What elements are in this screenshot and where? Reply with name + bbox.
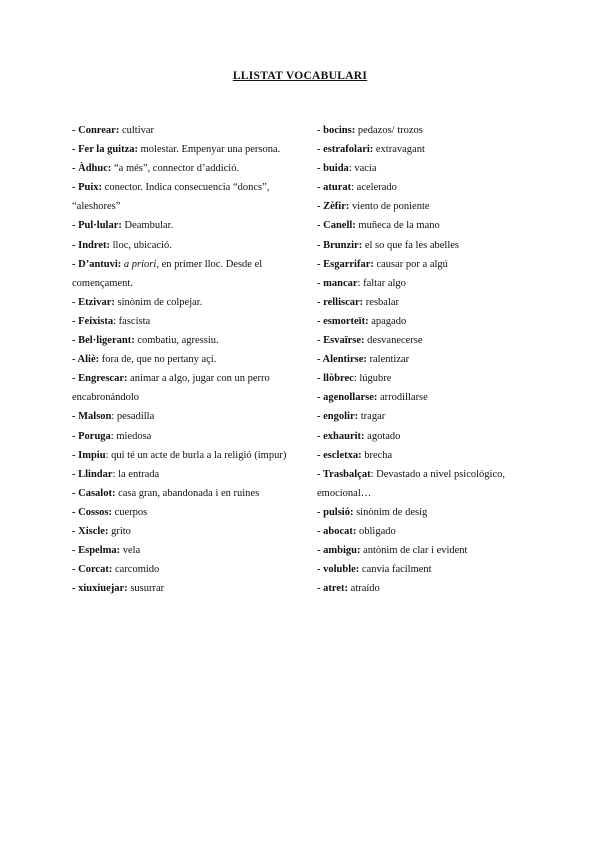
vocab-term: - Trasbalçat	[317, 468, 371, 480]
vocab-entry	[317, 159, 539, 178]
vocab-term: - escletxa:	[317, 449, 362, 461]
vocab-definition: molestar. Empenyar una persona.	[138, 144, 281, 156]
vocab-entry	[317, 331, 539, 350]
vocab-term: - pulsió:	[317, 506, 354, 518]
vocab-definition: Deambular.	[121, 220, 174, 232]
vocab-term: - agenollarse:	[317, 392, 378, 404]
vocab-term: - Cossos:	[72, 506, 112, 518]
vocab-term: - esmorteït:	[317, 315, 369, 327]
vocab-entry	[72, 140, 294, 159]
vocab-entry	[317, 236, 539, 255]
vocab-term: - Engrescar:	[72, 373, 128, 385]
vocab-definition: : Devastado a nivel psicológico, emocional…	[317, 468, 506, 499]
vocab-entry	[72, 503, 294, 522]
vocab-definition: brecha	[361, 449, 393, 461]
vocab-entry	[317, 522, 539, 541]
vocab-definition: pedazos/ trozos	[355, 125, 423, 136]
vocab-entry	[317, 427, 539, 446]
vocab-entry	[72, 178, 294, 216]
vocab-term: - buida	[317, 163, 349, 175]
vocab-term: - Feixista	[72, 315, 114, 327]
vocab-definition: : pesadilla	[111, 411, 155, 423]
vocab-term: - Llindar	[72, 468, 113, 480]
vocab-term: - Bel·ligerant:	[72, 335, 135, 347]
vocab-definition: casa gran, abandonada i en ruines	[115, 487, 260, 499]
vocab-term: - D’antuvi:	[72, 258, 122, 270]
vocab-term: - llòbrec	[317, 373, 354, 385]
vocab-entry	[72, 560, 294, 579]
vocab-definition: conector. Indica consecuencia “doncs”, “aleshores”	[72, 182, 270, 213]
vocab-entry	[317, 560, 539, 579]
vocab-definition: fora de, que no pertany açí.	[99, 354, 217, 366]
vocab-entry	[317, 312, 539, 331]
vocab-definition: canvia facilment	[359, 564, 432, 576]
vocab-definition: sinònim de desig	[353, 506, 428, 518]
vocab-term: - Xiscle:	[72, 525, 109, 537]
vocab-definition: : la entrada	[112, 468, 160, 480]
vocab-term: - Esgarrifar:	[317, 258, 374, 270]
vocab-definition: grito	[108, 525, 131, 537]
vocab-term: - mancar	[317, 277, 358, 289]
vocab-definition: antònim de clar i evident	[360, 545, 468, 557]
vocab-term: - relliscar:	[317, 296, 364, 308]
vocab-definition: extravagant	[373, 144, 425, 156]
vocabulary-list-right	[317, 121, 539, 598]
vocab-definition: arrodillarse	[377, 392, 428, 404]
vocab-term: - Corcat:	[72, 564, 113, 576]
vocab-definition: agotado	[364, 430, 401, 442]
vocab-definition: : acelerado	[351, 182, 397, 194]
vocab-entry	[317, 541, 539, 560]
vocab-term: - Pul·lular:	[72, 220, 122, 232]
vocab-definition: : vacía	[348, 163, 377, 175]
vocab-term: - Poruga	[72, 430, 111, 442]
vocab-term: - estrafolari:	[317, 144, 374, 156]
vocab-entry	[317, 178, 539, 197]
vocab-entry	[317, 465, 539, 503]
vocab-entry	[72, 369, 294, 407]
vocab-definition: : miedosa	[110, 430, 152, 442]
vocab-definition: combatiu, agressiu.	[134, 335, 219, 347]
vocab-term: - exhaurit:	[317, 430, 365, 442]
definition-text: , en primer lloc. Desde el començament.	[72, 258, 263, 289]
vocab-entry	[72, 446, 294, 465]
vocab-definition: cultivar	[119, 125, 155, 136]
vocab-entry	[317, 407, 539, 426]
vocab-entry	[72, 331, 294, 350]
vocabulary-list-left	[72, 121, 294, 598]
vocab-term: - Indret:	[72, 239, 111, 251]
vocab-term: - xiuxiuejar:	[72, 583, 128, 595]
vocab-entry	[317, 216, 539, 235]
vocab-entry	[72, 522, 294, 541]
vocab-term: - Puix:	[72, 182, 103, 194]
vocab-term: - Impiu	[72, 449, 106, 461]
vocab-definition: sinònim de colpejar.	[114, 296, 203, 308]
vocab-entry	[317, 274, 539, 293]
vocab-entry	[317, 369, 539, 388]
vocab-term: - Casalot:	[72, 487, 116, 499]
vocab-entry	[72, 216, 294, 235]
vocab-entry	[72, 350, 294, 369]
vocab-entry	[72, 293, 294, 312]
vocab-entry	[317, 579, 539, 598]
vocab-term: - voluble:	[317, 564, 360, 576]
vocab-term: - Àdhuc:	[72, 163, 112, 175]
vocab-term: - Zèfir:	[317, 201, 350, 213]
vocab-definition: tragar	[358, 411, 386, 423]
vocab-definition: : qui té un acte de burla a la religió (impur)	[105, 449, 287, 461]
vocab-term: - Fer la guitza:	[72, 144, 138, 156]
vocab-entry	[317, 255, 539, 274]
vocab-term: - Alentirse:	[317, 354, 367, 366]
definition-italic-text: a priori	[123, 258, 157, 270]
vocab-entry	[317, 446, 539, 465]
page-title: LLISTAT VOCABULARI	[232, 70, 368, 82]
vocab-entry	[72, 465, 294, 484]
vocab-term: - abocat:	[317, 525, 357, 537]
vocab-term: - Conrear:	[72, 125, 120, 136]
vocab-entry	[72, 484, 294, 503]
vocab-term: - Malson	[72, 411, 112, 423]
vocab-entry	[72, 121, 294, 140]
vocab-term: - engolir:	[317, 411, 359, 423]
vocab-definition: : lúgubre	[353, 373, 392, 385]
vocab-term: - aturat	[317, 182, 352, 194]
vocab-definition: susurrar	[127, 583, 165, 595]
vocab-entry	[72, 541, 294, 560]
vocab-definition: animar a algo, jugar con un perro encabronándolo	[72, 373, 270, 404]
vocab-definition: “a més”, connector d’addició.	[111, 163, 240, 175]
vocab-term: - Brunzir:	[317, 239, 363, 251]
vocab-term: - Canell:	[317, 220, 356, 232]
vocab-entry	[72, 407, 294, 426]
vocab-term: - Aliè:	[72, 354, 100, 366]
vocab-definition: muñeca de la mano	[355, 220, 440, 232]
vocab-term: - Etzivar:	[72, 296, 115, 308]
vocab-entry	[317, 350, 539, 369]
vocab-definition: causar por a algú	[373, 258, 448, 270]
vocab-definition: apagado	[368, 315, 407, 327]
vocab-entry	[72, 312, 294, 331]
vocab-definition: desvanecerse	[364, 335, 423, 347]
vocab-definition: el so que fa les abelles	[362, 239, 459, 251]
vocab-entry	[72, 255, 294, 293]
vocab-definition: : fascista	[113, 315, 151, 327]
vocab-term: - ambigu:	[317, 545, 361, 557]
vocab-definition: vela	[120, 545, 141, 557]
vocab-term: - Espelma:	[72, 545, 121, 557]
vocab-definition: atraído	[348, 583, 380, 595]
vocab-definition: obligado	[356, 525, 396, 537]
vocab-entry	[317, 388, 539, 407]
vocab-definition: carcomido	[112, 564, 160, 576]
vocab-term: - Esvaïrse:	[317, 335, 365, 347]
vocab-definition: resbalar	[363, 296, 400, 308]
vocab-definition: ralentizar	[366, 354, 410, 366]
vocab-definition: lloc, ubicació.	[110, 239, 172, 251]
vocab-definition: cuerpos	[111, 506, 148, 518]
vocab-entry	[72, 427, 294, 446]
vocab-entry	[72, 236, 294, 255]
vocab-entry	[317, 293, 539, 312]
vocab-entry	[317, 197, 539, 216]
vocab-entry	[317, 503, 539, 522]
vocab-definition: : faltar algo	[357, 277, 406, 289]
vocab-term: - bocins:	[317, 125, 356, 136]
vocab-entry	[72, 159, 294, 178]
vocab-term: - atret:	[317, 583, 348, 595]
vocab-entry	[317, 121, 539, 140]
vocab-definition: viento de poniente	[349, 201, 430, 213]
vocab-entry	[317, 140, 539, 159]
vocab-entry	[72, 579, 294, 598]
